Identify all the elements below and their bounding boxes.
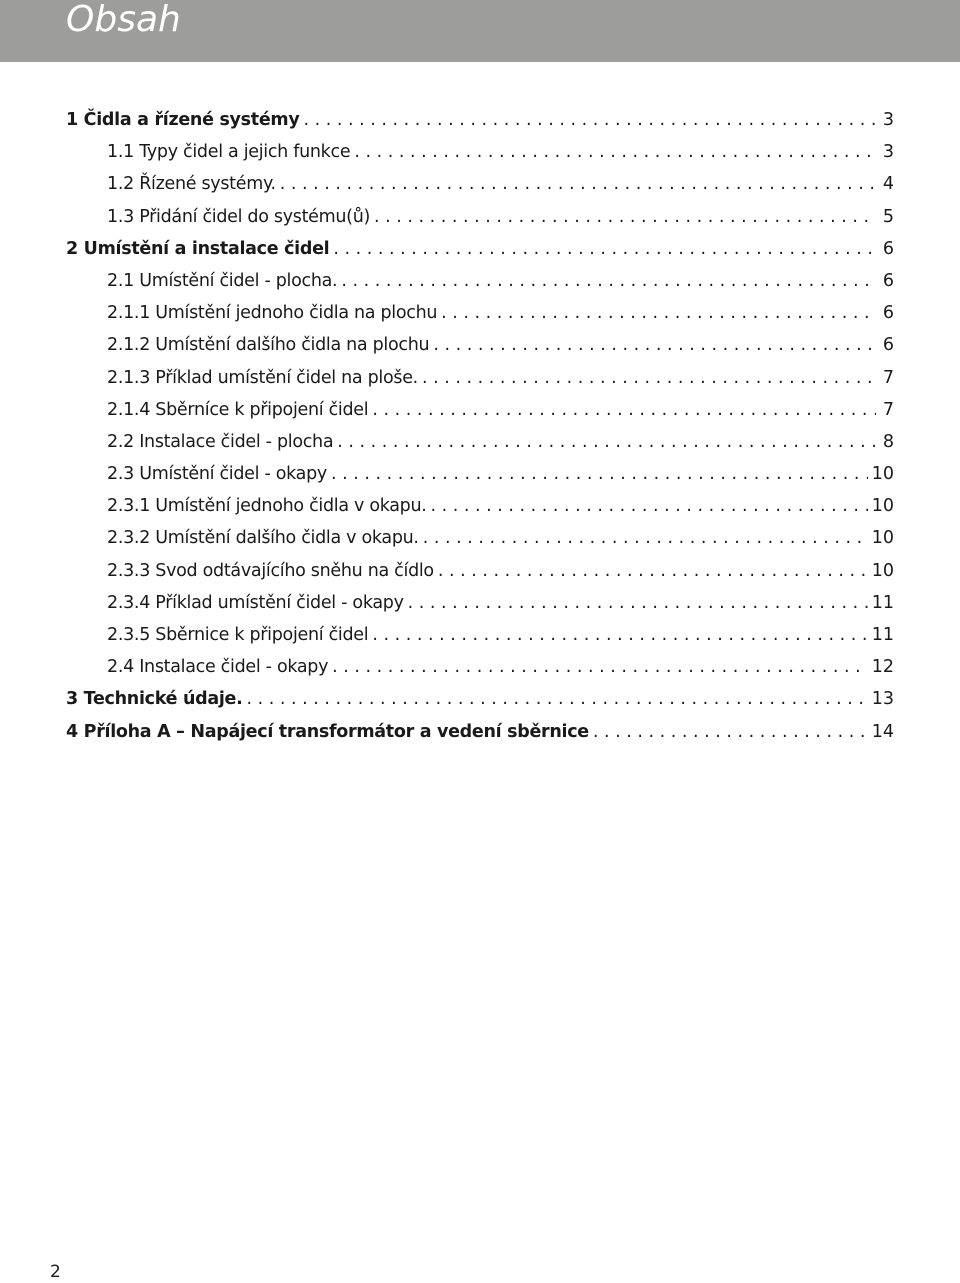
toc-entry-page: 7 xyxy=(882,367,894,388)
toc-entry-page: 10 xyxy=(871,528,894,549)
toc-entry-page: 10 xyxy=(871,496,894,517)
page-title: Obsah xyxy=(66,0,181,40)
toc-entry[interactable] xyxy=(66,522,894,554)
toc-entry-label: 2.3.5 Sběrnice k připojení čidel xyxy=(107,625,369,645)
toc-entry[interactable] xyxy=(66,426,894,458)
toc-entry-page: 13 xyxy=(871,689,894,710)
toc-entry[interactable] xyxy=(66,297,894,329)
toc-entry[interactable] xyxy=(66,104,894,136)
toc-entry-label: 1.1 Typy čidel a jejich funkce xyxy=(107,142,351,163)
toc-entry-label: 3 Technické údaje. xyxy=(66,689,243,710)
toc-entry[interactable] xyxy=(66,329,894,361)
toc-entry-page: 10 xyxy=(871,464,894,485)
toc-entry-label: 2.3 Umístění čidel - okapy xyxy=(107,464,327,485)
toc-entry-page: 11 xyxy=(871,592,894,613)
toc-entry-label: 2.1.2 Umístění dalšího čidla na plochu xyxy=(107,335,430,356)
toc-entry-label: 2.1 Umístění čidel - plocha. xyxy=(107,270,338,291)
toc-entry[interactable] xyxy=(66,233,894,265)
toc-entry-label: 1.2 Řízené systémy. xyxy=(107,174,276,195)
toc-dot-leader xyxy=(433,329,876,361)
toc-entry-label: 2.3.4 Příklad umístění čidel - okapy xyxy=(107,592,404,613)
toc-entry-page: 3 xyxy=(882,142,894,163)
toc-entry[interactable] xyxy=(66,136,894,168)
toc-entry[interactable] xyxy=(66,651,894,683)
toc-dot-leader xyxy=(303,104,876,136)
toc-dot-leader xyxy=(354,136,876,168)
toc-entry-label: 2.1.4 Sběrníce k připojení čidel xyxy=(107,399,369,420)
toc-dot-leader xyxy=(408,587,868,619)
toc-entry-label: 2.3.3 Svod odtávajícího sněhu na čídlo xyxy=(107,560,434,581)
toc-dot-leader xyxy=(372,619,867,651)
toc-entry-page: 12 xyxy=(871,657,894,678)
toc-entry-page: 7 xyxy=(882,399,894,420)
toc-entry-page: 6 xyxy=(882,335,894,356)
toc-entry-label: 2.2 Instalace čidel - plocha xyxy=(107,431,334,452)
toc-entry[interactable] xyxy=(66,201,894,233)
toc-entry-page: 6 xyxy=(882,270,894,291)
toc-entry-page: 10 xyxy=(871,560,894,581)
toc-entry-label: 2.3.1 Umístění jednoho čidla v okapu. xyxy=(107,496,427,517)
toc-entry[interactable] xyxy=(66,555,894,587)
toc-dot-leader xyxy=(422,362,876,394)
toc-entry-page: 6 xyxy=(882,303,894,324)
toc-dot-leader xyxy=(341,265,876,297)
toc-entry-page: 8 xyxy=(882,431,894,452)
toc-entry[interactable] xyxy=(66,716,894,748)
toc-entry[interactable] xyxy=(66,168,894,200)
toc-dot-leader xyxy=(593,716,868,748)
toc-dot-leader xyxy=(246,683,867,715)
toc-entry[interactable] xyxy=(66,490,894,522)
toc-entry-label: 2.3.2 Umístění dalšího čidla v okapu. xyxy=(107,528,419,549)
table-of-contents xyxy=(66,104,894,748)
toc-entry[interactable] xyxy=(66,587,894,619)
toc-entry-label: 1 Čidla a řízené systémy xyxy=(66,110,300,130)
toc-entry-label: 1.3 Přidání čidel do systému(ů) xyxy=(107,206,371,227)
toc-entry-page: 14 xyxy=(871,721,894,742)
toc-dot-leader xyxy=(374,201,876,233)
toc-dot-leader xyxy=(337,426,876,458)
toc-dot-leader xyxy=(438,555,868,587)
toc-entry-label: 2 Umístění a instalace čidel xyxy=(66,238,330,259)
toc-entry-page: 11 xyxy=(871,625,894,645)
toc-dot-leader xyxy=(372,394,876,426)
toc-entry-page: 6 xyxy=(882,238,894,259)
page-number: 2 xyxy=(50,1262,61,1282)
toc-entry-page: 5 xyxy=(882,206,894,227)
toc-entry-page: 4 xyxy=(882,174,894,195)
toc-entry[interactable] xyxy=(66,265,894,297)
toc-dot-leader xyxy=(331,458,868,490)
toc-entry[interactable] xyxy=(66,619,894,651)
toc-entry[interactable] xyxy=(66,362,894,394)
toc-dot-leader xyxy=(431,490,868,522)
toc-entry-label: 2.1.3 Příklad umístění čidel na ploše. xyxy=(107,367,418,388)
toc-dot-leader xyxy=(441,297,876,329)
toc-entry[interactable] xyxy=(66,683,894,715)
toc-entry-page: 3 xyxy=(882,110,894,130)
toc-dot-leader xyxy=(280,168,876,200)
toc-entry-label: 2.4 Instalace čidel - okapy xyxy=(107,657,329,678)
toc-entry[interactable] xyxy=(66,458,894,490)
toc-entry[interactable] xyxy=(66,394,894,426)
header-band xyxy=(0,0,960,62)
toc-entry-label: 2.1.1 Umístění jednoho čidla na plochu xyxy=(107,303,438,324)
toc-entry-label: 4 Příloha A – Napájecí transformátor a vedení sběrnice xyxy=(66,721,589,742)
toc-dot-leader xyxy=(333,233,876,265)
toc-dot-leader xyxy=(423,522,868,554)
toc-dot-leader xyxy=(332,651,868,683)
